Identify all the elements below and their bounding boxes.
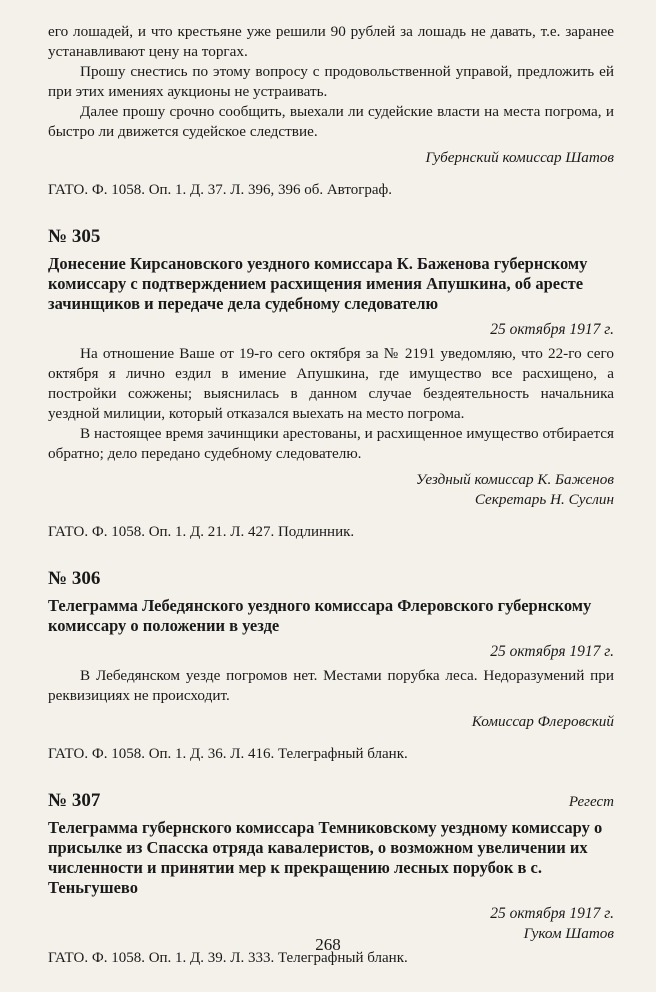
document-page <box>48 22 614 968</box>
doc-307-number: № 307 <box>48 790 101 811</box>
doc-307-signature: Гуком Шатов <box>523 925 614 942</box>
doc-306-source: ГАТО. Ф. 1058. Оп. 1. Д. 36. Л. 416. Телеграфный бланк. <box>48 746 408 762</box>
page-number: 268 <box>315 935 341 954</box>
doc-305-source: ГАТО. Ф. 1058. Оп. 1. Д. 21. Л. 427. Подлинник. <box>48 524 355 540</box>
doc-307-source: ГАТО. Ф. 1058. Оп. 1. Д. 39. Л. 333. Телеграфный бланк. <box>48 950 408 966</box>
doc-307-header <box>48 790 614 812</box>
doc-305-signature-secretary: Секретарь Н. Суслин <box>474 491 614 508</box>
intro-source: ГАТО. Ф. 1058. Оп. 1. Д. 37. Л. 396, 396 об. Автограф. <box>48 182 393 198</box>
intro-paragraph-2: Прошу снестись по этому вопросу с продовольственной управой, предложить ей при этих имениях аукционы не устраивать. <box>48 63 614 100</box>
doc-305-number: № 305 <box>48 226 101 247</box>
intro-signature: Губернский комиссар Шатов <box>425 149 614 166</box>
intro-paragraph-3: Далее прошу срочно сообщить, выехали ли судейские власти на места погрома, и быстро ли движется судейское следствие. <box>48 103 614 140</box>
doc-306-date: 25 октября 1917 г. <box>490 643 614 660</box>
doc-306-signature: Комиссар Флеровский <box>471 713 614 730</box>
doc-307-title: Телеграмма губернского комиссара Темниковскому уездному комиссару о присылке из Спасска отряда кавалеристов, о возможном увеличении их численности и принятии мер к прекращению лесных порубок в с. Теньгушево <box>48 818 603 897</box>
intro-paragraph-1: его лошадей, и что крестьяне уже решили 90 рублей за лошадь не давать, т.е. заранее устанавливают цену на торгах. <box>48 23 614 60</box>
doc-306-title: Телеграмма Лебедянского уездного комиссара Флеровского губернскому комиссару о положении в уезде <box>48 596 592 635</box>
doc-307-regest-label: Регест <box>568 794 614 810</box>
doc-307-date: 25 октября 1917 г. <box>490 905 614 922</box>
doc-305-paragraph-1: На отношение Ваше от 19-го сего октября за № 2191 уведомляю, что 22-го сего октября я лично ездил в имение Апушкина, где имущество все расхищено, а постройки сожжены; выяснилась в данном случае бездеятельность начальника уездной милиции, который отказался выехать на место погрома. <box>48 345 614 422</box>
doc-305-date: 25 октября 1917 г. <box>490 321 614 338</box>
doc-306-number: № 306 <box>48 568 101 589</box>
doc-305-signature-commissar: Уездный комиссар К. Баженов <box>415 471 614 488</box>
doc-305-title: Донесение Кирсановского уездного комиссара К. Баженова губернскому комиссару с подтверждением расхищения имения Апушкина, об аресте зачинщиков и передаче дела судебному следователю <box>48 254 588 313</box>
doc-305-paragraph-2: В настоящее время зачинщики арестованы, и расхищенное имущество отбирается обратно; дело передано судебному следователю. <box>48 425 614 462</box>
doc-306-paragraph-1: В Лебедянском уезде погромов нет. Местами порубка леса. Недоразумений при реквизициях не происходит. <box>48 667 614 704</box>
